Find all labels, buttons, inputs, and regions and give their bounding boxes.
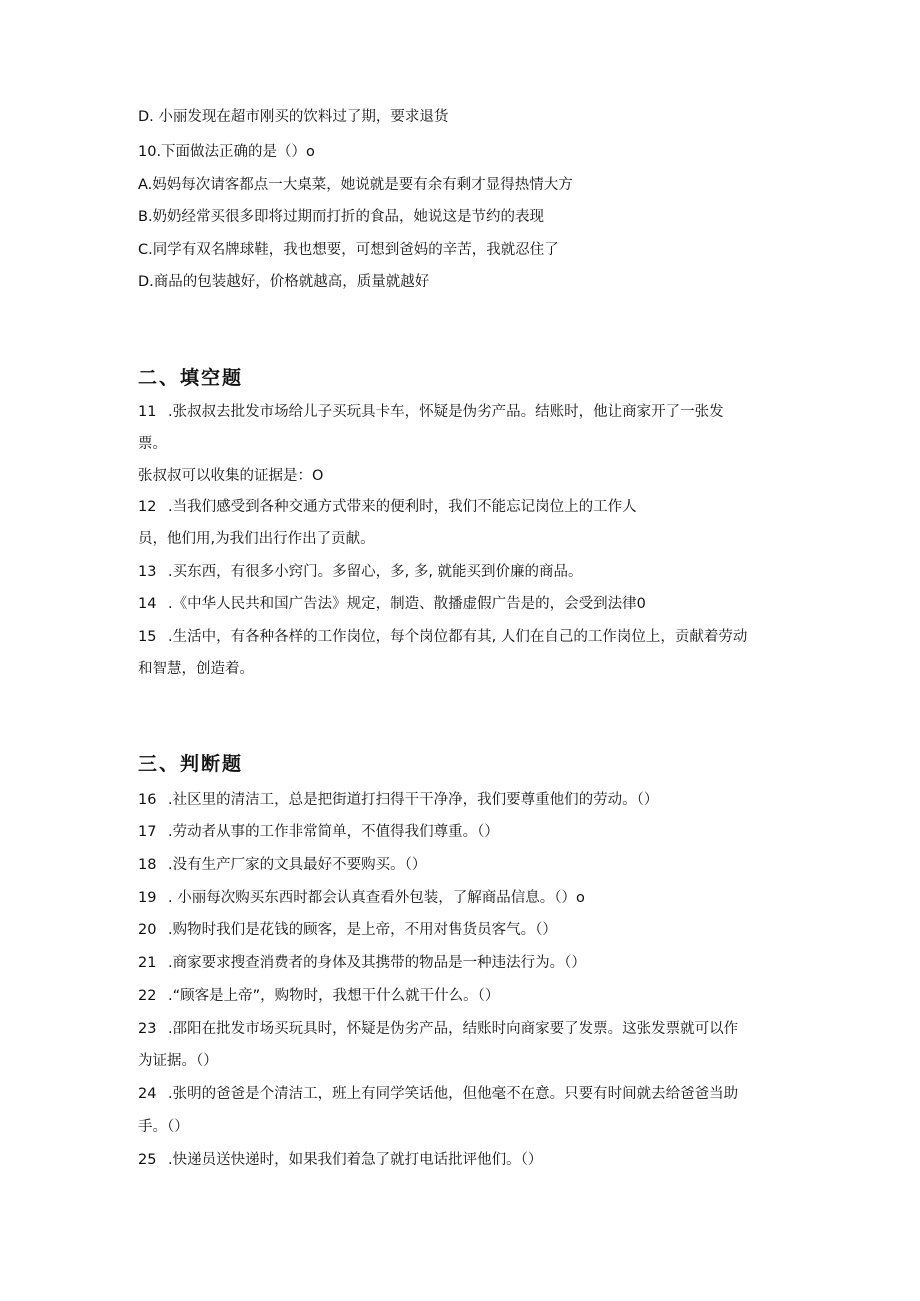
question-number: 14	[138, 596, 157, 612]
option-10a: A.妈妈每次请客都点一大桌菜，她说就是要有余有剩才显得热情大方	[138, 177, 573, 193]
question-12-line-1	[138, 497, 798, 517]
question-text: .张明的爸爸是个清洁工，班上有同学笑话他，但他毫不在意。只要有时间就去给爸爸当助	[168, 1086, 739, 1102]
question-16	[138, 790, 798, 810]
question-text: .生活中，有各种各样的工作岗位，每个岗位都有其, 人们在自己的工作岗位上，贡献着劳动	[168, 629, 748, 645]
question-number: 24	[138, 1086, 157, 1102]
question-21	[138, 953, 798, 973]
question-15-line-1	[138, 627, 798, 647]
question-text: . 小丽每次购买东西时都会认真查看外包装，了解商品信息。（）o	[168, 890, 585, 906]
option-10d: D.商品的包装越好，价格就越高，质量就越好	[138, 274, 430, 290]
question-15-line-2: 和智慧，创造着。	[138, 661, 254, 677]
question-text: .劳动者从事的工作非常简单，不值得我们尊重。（）	[168, 824, 499, 840]
question-number: 25	[138, 1152, 157, 1168]
question-22	[138, 986, 798, 1006]
question-text: .快递员送快递时，如果我们着急了就打电话批评他们。（）	[168, 1152, 543, 1168]
question-number: 17	[138, 824, 157, 840]
option-9d: D. 小丽发现在超市刚买的饮料过了期，要求退货	[138, 109, 449, 125]
section-heading-fill-in: 二、填空题	[138, 367, 244, 389]
question-25	[138, 1150, 798, 1170]
question-18	[138, 855, 798, 875]
question-number: 21	[138, 955, 157, 971]
question-24-line-2: 手。（）	[138, 1119, 189, 1135]
question-number: 22	[138, 988, 157, 1004]
question-20	[138, 920, 798, 940]
question-12-line-2: 员，他们用,为我们出行作出了贡献。	[138, 531, 375, 547]
question-11-line-3: 张叔叔可以收集的证据是：O	[138, 468, 324, 484]
question-text: .商家要求搜查消费者的身体及其携带的物品是一种违法行为。（）	[168, 955, 586, 971]
question-number: 20	[138, 922, 157, 938]
question-13	[138, 562, 798, 582]
question-text: .邵阳在批发市场买玩具时，怀疑是伪劣产品，结账时向商家要了发票。这张发票就可以作	[168, 1021, 739, 1037]
question-number: 13	[138, 564, 157, 580]
question-text: .张叔叔去批发市场给儿子买玩具卡车，怀疑是伪劣产品。结账时，他让商家开了一张发	[168, 404, 724, 420]
question-19	[138, 888, 798, 908]
question-number: 23	[138, 1021, 157, 1037]
question-number: 16	[138, 792, 157, 808]
question-text: .社区里的清洁工，总是把街道打扫得干干净净，我们要尊重他们的劳动。（）	[168, 792, 659, 808]
question-text: .买东西，有很多小窍门。多留心，多, 多, 就能买到价廉的商品。	[168, 564, 583, 580]
question-17	[138, 822, 798, 842]
question-11-line-2: 票。	[138, 436, 167, 452]
question-11-line-1	[138, 402, 798, 422]
question-10: 10.下面做法正确的是（）o	[138, 144, 315, 160]
option-10c: C.同学有双名牌球鞋，我也想要，可想到爸妈的辛苦，我就忍住了	[138, 242, 559, 258]
question-text: .“顾客是上帝”，购物时，我想干什么就干什么。（）	[168, 988, 500, 1004]
question-text: .《中华人民共和国广告法》规定，制造、散播虚假广告是的，会受到法律0	[168, 596, 646, 612]
question-23-line-2: 为证据。（）	[138, 1053, 218, 1069]
question-number: 12	[138, 499, 157, 515]
question-24-line-1	[138, 1084, 798, 1104]
question-text: .购物时我们是花钱的顾客，是上帝，不用对售货员客气。（）	[168, 922, 557, 938]
section-heading-true-false: 三、判断题	[138, 753, 244, 775]
question-14	[138, 594, 798, 614]
option-10b: B.奶奶经常买很多即将过期而打折的食品，她说这是节约的表现	[138, 209, 545, 225]
question-number: 18	[138, 857, 157, 873]
question-number: 19	[138, 890, 157, 906]
question-number: 11	[138, 404, 157, 420]
question-23-line-1	[138, 1019, 798, 1039]
question-text: .没有生产厂家的文具最好不要购买。（）	[168, 857, 427, 873]
question-text: .当我们感受到各种交通方式带来的便利时，我们不能忘记岗位上的工作人	[168, 499, 637, 515]
question-number: 15	[138, 629, 157, 645]
